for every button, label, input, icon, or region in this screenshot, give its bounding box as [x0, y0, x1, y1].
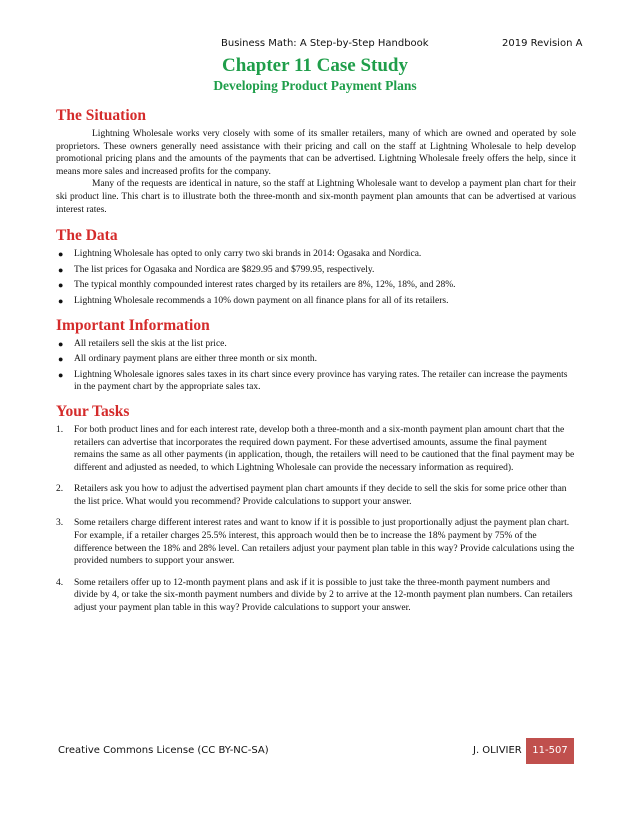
task-item — [56, 424, 576, 474]
situation-section — [56, 106, 576, 216]
header-book-title: Business Math: A Step-by-Step Handbook — [221, 38, 429, 49]
situation-paragraph: Many of the requests are identical in nature, so the staff at Lightning Wholesale want to develop a payment plan chart for their ski product line. This chart is to illustrate both the three-month and six-month payment plan amounts that can be advertised at various interest rates. — [56, 179, 576, 215]
footer-license: Creative Commons License (CC BY-NC-SA) — [58, 745, 269, 756]
task-number: 4. — [56, 577, 64, 588]
task-text: For both product lines and for each interest rate, develop both a three-month and a six-month payment plan amount chart that the retailers can advertise that incorporates the required down payment. For these advertised amounts, assume the final payment remains the same as all other payments (in application, though, the retailers will need to be cautioned that the final payment may be different and adjusted as needed, to which Lightning Wholesale can provide the necessary information as required). — [74, 424, 575, 473]
bullet-icon: ● — [58, 249, 64, 260]
situation-heading: The Situation — [56, 107, 147, 124]
bullet-icon: ● — [58, 264, 64, 275]
header-revision: 2019 Revision A — [502, 38, 583, 49]
list-item: ● Lightning Wholesale ignores sales taxes in its chart since every province has varying rates. The retailer can increase the payments in the payment chart by the appropriate sales tax. — [58, 369, 568, 393]
data-list — [56, 248, 576, 307]
page-subtitle: Developing Product Payment Plans — [213, 78, 417, 93]
list-item: ● The list prices for Ogasaka and Nordica are $829.95 and $799.95, respectively. — [58, 264, 375, 275]
task-text: Retailers ask you how to adjust the advertised payment plan chart amounts if they decide to sell the skis for some price other than the list price. What would you recommend? Provide calculations to support your answer. — [74, 484, 567, 507]
bullet-icon: ● — [58, 280, 64, 291]
data-section — [56, 226, 576, 307]
list-item: ● The typical monthly compounded interest rates charged by its retailers are 8%, 12%, 18%, and 28%. — [58, 280, 456, 291]
task-number: 1. — [56, 424, 64, 435]
task-text: Some retailers offer up to 12-month payment plans and ask if it is possible to just take the three-month payment numbers and divide by 4, or take the six-month payment numbers and divide by 2 to arrive at the 12-month payment plan numbers. Can retailers adjust your payment plan table in this way? Provide calculations to support your answer. — [74, 577, 573, 614]
task-text: Some retailers charge different interest rates and want to know if it is possible to just proportionally adjust the payment plan chart. For example, if a retailer charges 25.5% interest, this approach would then be to increase the 18% payment by 75% of the difference between the 18% and 28% level. Can retailers adjust your payment plan table in this way? Provide calculations using the provided numbers to support your answer. — [74, 518, 575, 567]
tasks-list — [56, 424, 576, 615]
bullet-icon: ● — [58, 354, 64, 365]
tasks-section — [56, 402, 576, 615]
task-item — [56, 483, 576, 508]
situation-paragraph: Lightning Wholesale works very closely with some of its smaller retailers, many of which are owned and operated by sole proprietors. These owners generally need assistance with their pricing and call on the staff at Lightning Wholesale to help develop promotional pricing plans and the amounts of the payments that can be advertised. Lightning Wholesale freely offers the help, since it means more sales and increased profits for the company. — [56, 129, 576, 177]
bullet-icon: ● — [58, 369, 64, 380]
important-section — [56, 316, 576, 394]
task-number: 2. — [56, 484, 64, 495]
bullet-icon: ● — [58, 295, 64, 306]
list-item: ● All ordinary payment plans are either three month or six month. — [58, 354, 317, 365]
page-number-badge: 11-507 — [526, 738, 574, 764]
important-heading: Important Information — [56, 316, 210, 334]
important-list — [56, 338, 576, 394]
task-item — [56, 577, 576, 615]
footer-author: J. OLIVIER — [473, 745, 522, 756]
bullet-icon: ● — [58, 338, 64, 349]
document-body — [56, 106, 576, 624]
task-item — [56, 517, 576, 567]
data-heading: The Data — [56, 227, 118, 245]
task-number: 3. — [56, 518, 64, 529]
list-item: ● Lightning Wholesale has opted to only carry two ski brands in 2014: Ogasaka and Nordica. — [58, 249, 422, 260]
page-title: Chapter 11 Case Study — [222, 55, 408, 76]
tasks-heading: Your Tasks — [56, 402, 130, 420]
list-item: ● Lightning Wholesale recommends a 10% down payment on all finance plans for all of its retailers. — [58, 295, 449, 306]
list-item: ● All retailers sell the skis at the list price. — [58, 338, 227, 349]
